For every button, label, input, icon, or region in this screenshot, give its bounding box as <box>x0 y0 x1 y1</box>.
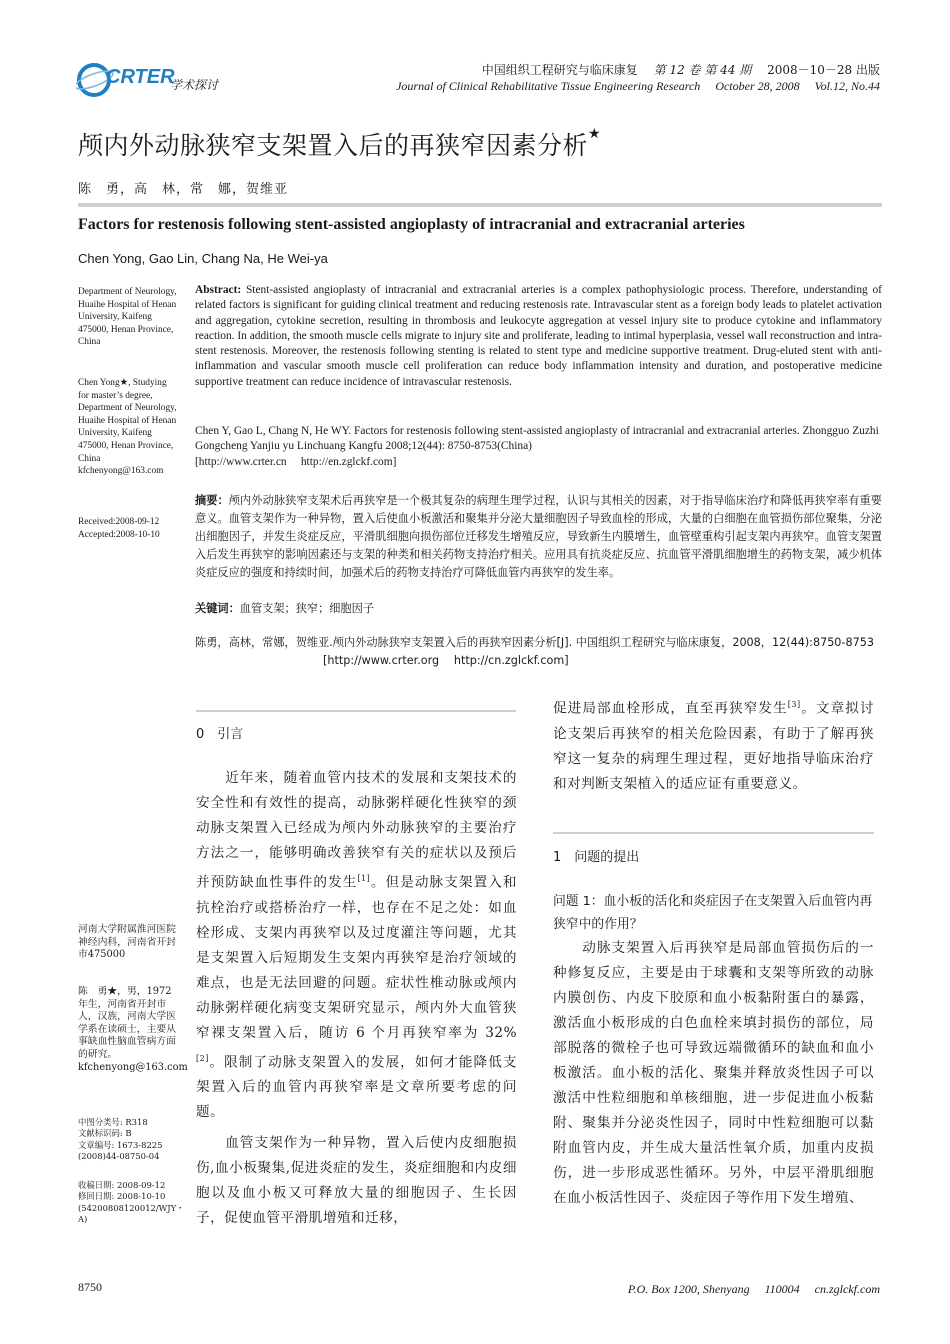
section0-paragraph-1 <box>196 766 517 1125</box>
footer-address: P.O. Box 1200, Shenyang 110004 cn.zglckf.com <box>627 1282 880 1296</box>
keywords-cn <box>195 600 882 618</box>
para1-part-b: 。但是动脉支架置入和抗栓治疗或搭桥治疗一样，也存在不足之处：如血栓形成、支架内再狭窄以及过度灌注等问题，尤其是支架置入后短期发生支架内再狭窄是治疗领域的难点，也是无法回避的问题。症状性椎动脉或颅内动脉粥样硬化病变支架研究显示，颅内外大血管狭窄裸支架置入后，随访 6 个月再狭窄率为 32% <box>196 874 518 1041</box>
journal-name-cn: 中国组织工程研究与临床康复 <box>481 63 638 77</box>
classification-cn <box>78 1117 183 1163</box>
journal-logo <box>76 60 226 100</box>
section0-paragraph-2: 血管支架作为一种异物，置入后使内皮细胞损伤,血小板聚集,促进炎症的发生，炎症细胞和内皮细胞以及血小板又可释放大量的细胞因子、生长因子，促使血管平滑肌增殖和迁移， <box>196 1135 517 1226</box>
revised-cn: 修回日期: 2008-10-10 <box>78 1191 166 1202</box>
date-cn: 2008－10－28 出版 <box>767 63 880 77</box>
abstract-en-label: Abstract: <box>195 284 242 296</box>
received-cn: 收稿日期: 2008-09-12 <box>78 1180 166 1190</box>
title-cn-text: 颅内外动脉狭窄支架置入后的再狭窄因素分析 <box>78 131 589 160</box>
authors-cn: 陈 勇，高 林，常 娜，贺维亚 <box>78 182 289 197</box>
section0-rule <box>196 710 516 712</box>
article-number: 文章编号: 1673-8225 (2008)44-08750-04 <box>78 1139 163 1162</box>
section1-paragraph-1: 动脉支架置入后再狭窄是局部血管损伤后的一种修复反应，主要是由于球囊和支架等所致的动脉内膜创伤、内皮下胶原和血小板黏附蛋白的暴露，激活血小板形成的白色血栓来填封损伤的部位，局部脱落的微栓子也可导致远端微循环的缺血和血小板激活。血小板的活化、聚集并释放炎性因子可以激活中性粒细胞和单核细胞，进一步促进血小板黏附、聚集并分泌炎性因子，同时中性粒细胞可以黏附血管内皮，并生成大量活性氧介质，加重内皮损伤，进一步形成恶性循环。另外，中层平滑肌细胞在血小板活性因子、炎症因子等作用下发生增殖、 <box>553 940 874 1206</box>
section1-heading: 1 问题的提出 <box>553 850 640 865</box>
authors-en: Chen Yong, Gao Lin, Chang Na, He Wei-ya <box>78 251 328 266</box>
article-title-cn <box>78 126 601 162</box>
citation-en-text: Chen Y, Gao L, Chang N, He WY. Factors for restenosis following stent-assisted angioplasty of intracranial and extracranial arteries. Zhongguo Zuzhi Gongcheng Yanjiu yu Linchuang Kangfu 2008;12(44): 8750-8753(China) <box>195 425 879 453</box>
reference-number: (54200808120012/WJY・A) <box>78 1202 185 1225</box>
para3-part-a: 促进局部血栓形成，直至再狭窄发生 <box>553 700 788 717</box>
section0-heading: 0 引言 <box>196 727 244 742</box>
affiliation-en: Department of Neurology, Huaihe Hospital of Henan University, Kaifeng 475000, Henan Province, China <box>78 287 177 348</box>
para1-part-a: 近年来，随着血管内技术的发展和支架技术的安全性和有效性的提高，动脉粥样硬化性狭窄的颈动脉支架置入已经成为颅内外动脉狭窄的主要治疗方法之一，能够明确改善狭窄有关的症状以及预后并预防缺血性事件的发生 <box>196 770 517 891</box>
date-en: October 28, 2008 <box>715 79 800 93</box>
article-title-en: Factors for restenosis following stent-assisted angioplasty of intracranial and extracranial arteries <box>78 216 745 233</box>
journal-header <box>396 62 880 94</box>
accepted-en: Accepted:2008-10-10 <box>78 529 160 540</box>
citation-cn <box>195 634 882 670</box>
page-number: 8750 <box>78 1280 102 1294</box>
ref-3: [3] <box>787 700 801 709</box>
abstract-en-text: Stent-assisted angioplasty of intracranial and extracranial arteries is a complex pathophysiologic process. Therefore, understanding of related factors is significant for guiding clinical treatment and reducing restenosis rate. Intravascular stent as a foreign body leads to platelet activation and aggregation, cytokine secretion, resulting in thrombosis and leukocyte aggregation at vessel injury site to produce cytokine and inflammatory reaction. In addition, the smooth muscle cells migrate to injury site and proliferate, leading to intimal hyperplasia, vessel wall reconstruction and intra-stent restenosis. Moreover, the restenosis following stenting is related to stent type and medicine supportive treatment. Drug-eluted stent with anti-inflammation and vascular smooth muscle cell proliferation can reduce body inflammation intensity and duration, and postoperative medicine supportive treatment can reduce incidence of intravascular restenosis. <box>195 284 882 388</box>
author-note-cn: 陈 勇★，男，1972 年生，河南省开封市人，汉族，河南大学医学系在读硕士，主要从事缺血性脑血管病方面的研究。kfchenyong@163.com <box>78 986 188 1073</box>
ref-1: [1] <box>357 874 371 883</box>
keywords-text: 血管支架；狭窄；细胞因子 <box>239 602 375 615</box>
dates-en <box>78 516 178 541</box>
keywords-label: 关键词： <box>195 602 240 615</box>
star-icon: ★ <box>588 126 602 142</box>
divider-thick <box>78 203 882 207</box>
author-note-en: Chen Yong★, Studying for master’s degree, Department of Neurology, Huaihe Hospital of Henan University, Kaifeng 475000, Henan Province, China kfchenyong@163.com <box>78 378 177 477</box>
citation-en <box>195 424 882 470</box>
abstract-en <box>195 283 882 390</box>
clc-number: 中图分类号: R318 <box>78 1117 148 1127</box>
affiliation-cn: 河南大学附属淮河医院神经内科，河南省开封市475000 <box>78 924 176 961</box>
dates-cn <box>78 1180 183 1226</box>
received-en: Received:2008-09-12 <box>78 517 160 527</box>
volume-en: Vol.12, No.44 <box>814 79 880 93</box>
logo-text: CRTER <box>106 66 175 88</box>
abstract-cn-text: 颅内外动脉狭窄支架术后再狭窄是一个极其复杂的病理生理学过程，认识与其相关的因素，对于指导临床治疗和降低再狭窄率有重要意义。血管支架作为一种异物，置入后使血小板激活和聚集并分泌大量细胞因子导致血栓的形成，大量的白细胞在血管损伤部位聚集，分泌出细胞因子，并发生炎症反应，平滑肌细胞向损伤部位迁移发生增殖反应，导致新生内膜增生，血管壁重构引起支架内再狭窄。血管支架置入后发生再狭窄的影响因素还与支架的种类和相关药物支持治疗相关。应用具有抗炎症反应、抗血管平滑肌细胞增生的药物支架，减少机体炎症反应的强度和持续时间，加强术后的药物支持治疗可降低血管内再狭窄的发生率。 <box>195 494 882 579</box>
para3-part-b: 。文章拟讨论支架后再狭窄的相关危险因素，有助于了解再狭窄这一复杂的病理生理过程，更好地指导临床治疗和对判断支架植入的适应证有重要意义。 <box>553 700 875 792</box>
citation-en-urls: [http://www.crter.cn http://en.zglckf.com] <box>195 455 397 468</box>
citation-cn-urls: [http://www.crter.org http://cn.zglckf.com] <box>323 654 569 667</box>
ref-2: [2] <box>196 1053 209 1063</box>
abstract-cn <box>195 492 882 582</box>
volume-cn: 第 12 卷 第 44 期 <box>653 63 752 77</box>
logo-subtitle: 学术探讨 <box>170 78 219 92</box>
section0-paragraph-3 <box>553 692 874 797</box>
citation-cn-text: 陈勇，高林，常娜，贺维亚.颅内外动脉狭窄支架置入后的再狭窄因素分析[J]. 中国组织工程研究与临床康复，2008，12(44):8750-8753 <box>195 636 874 649</box>
abstract-cn-label: 摘要： <box>195 494 229 507</box>
question-1: 问题 1：血小板的活化和炎症因子在支架置入后血管内再狭窄中的作用？ <box>553 894 873 932</box>
document-code: 文献标识码: B <box>78 1128 132 1139</box>
para1-part-c: 。限制了动脉支架置入的发展，如何才能降低支架置入后的血管内再狭窄率是文章所要考虑的问题。 <box>196 1054 517 1121</box>
section1-rule <box>553 832 874 834</box>
journal-name-en: Journal of Clinical Rehabilitative Tissue Engineering Research <box>396 79 701 93</box>
